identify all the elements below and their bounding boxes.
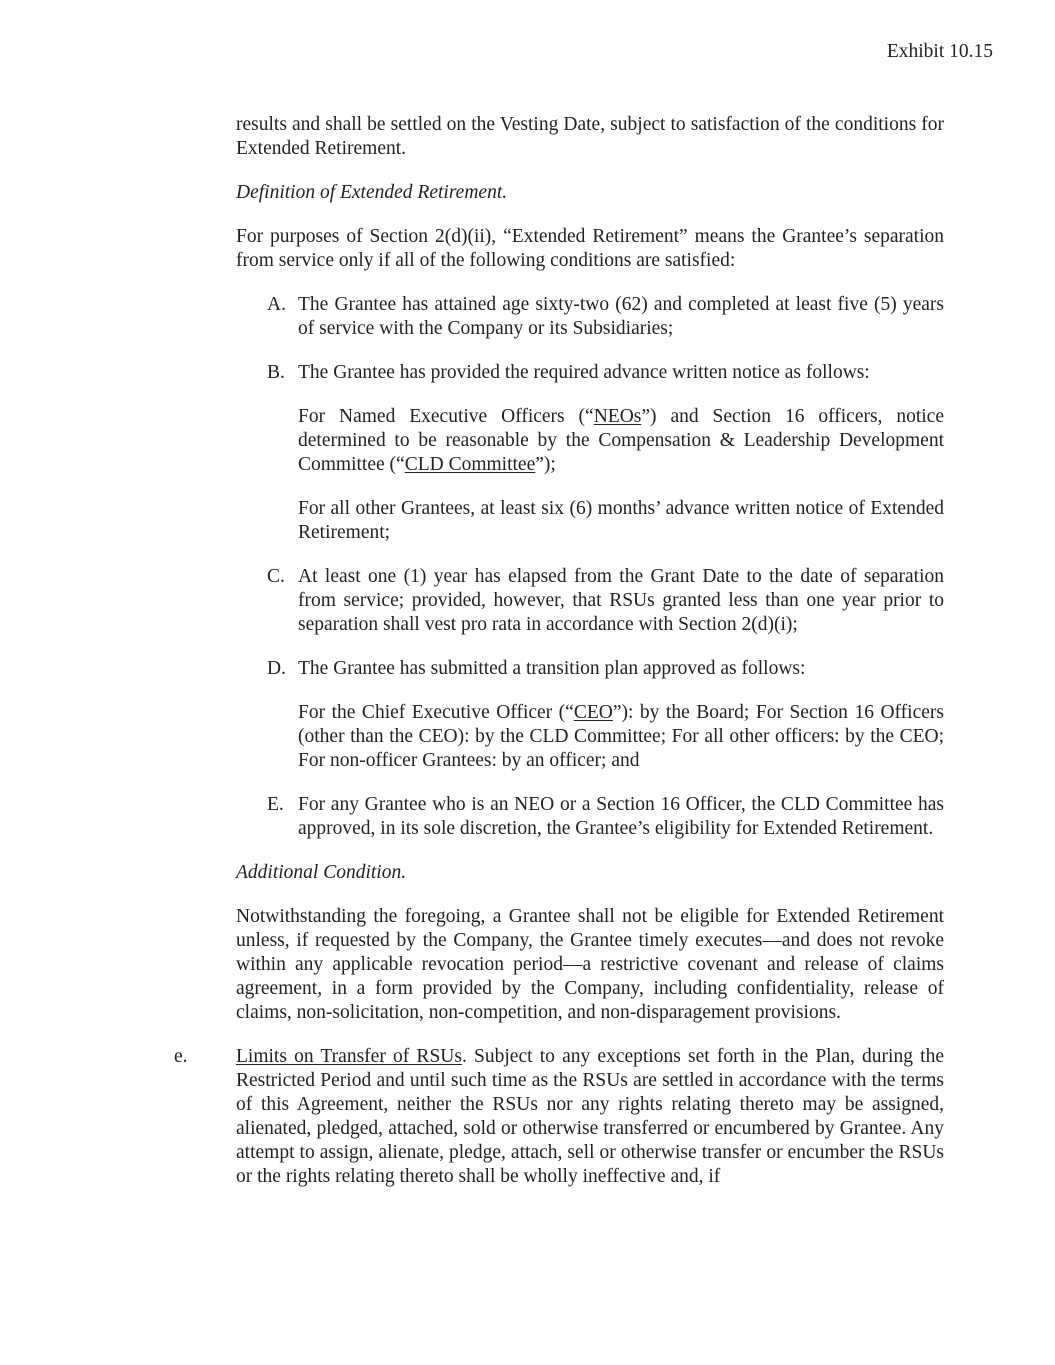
condition-marker: A. xyxy=(267,294,286,315)
condition-d xyxy=(236,657,944,773)
condition-marker: C. xyxy=(267,566,285,587)
condition-c xyxy=(236,565,944,637)
section-e-text: . Subject to any exceptions set forth in the Plan, during the Restricted Period and until such time as the RSUs are settled in accordance with the terms of this Agreement, neither the RSUs nor any rights relating thereto may be assigned, alienated, pledged, attached, sold or otherwise transferred or encumbered by Grantee. Any attempt to assign, alienate, pledge, attach, sell or otherwise transfer or encumber the RSUs or the rights relating thereto shall be wholly ineffective and, if xyxy=(236,1046,944,1187)
condition-text: The Grantee has attained age sixty-two (62) and completed at least five (5) years of service with the Company or its Subsidiaries; xyxy=(298,294,944,339)
cld-committee-defined-term: CLD Committee xyxy=(404,454,536,475)
definition-paragraph: For purposes of Section 2(d)(ii), “Extended Retirement” means the Grantee’s separation from service only if all of the following conditions are satisfied: xyxy=(236,226,944,271)
exhibit-number: Exhibit 10.15 xyxy=(886,41,993,62)
section-e-paragraph xyxy=(236,1045,944,1189)
condition-b xyxy=(236,361,944,545)
condition-marker: D. xyxy=(267,658,286,679)
additional-condition-paragraph: Notwithstanding the foregoing, a Grantee shall not be eligible for Extended Retirement unless, if requested by the Company, the Grantee timely executes—and does not revoke within any applicable revocation period—a restrictive covenant and release of claims agreement, in a form provided by the Company, including confidentiality, release of claims, non-solicitation, non-competition, and non-disparagement provisions. xyxy=(236,906,944,1023)
section-e-title: Limits on Transfer of RSUs xyxy=(236,1046,462,1067)
condition-text: The Grantee has provided the required advance written notice as follows: xyxy=(298,362,870,383)
condition-e xyxy=(236,793,944,841)
ceo-defined-term: CEO xyxy=(573,702,613,723)
condition-text: For any Grantee who is an NEO or a Section 16 Officer, the CLD Committee has approved, in its sole discretion, the Grantee’s eligibility for Extended Retirement. xyxy=(298,794,944,839)
document-body xyxy=(174,113,944,1209)
section-marker: e. xyxy=(174,1046,188,1067)
section-e xyxy=(174,1045,944,1189)
condition-marker: E. xyxy=(267,794,284,815)
neo-notice-paragraph: For Named Executive Officers (“NEOs”) and Section 16 officers, notice determined to be reasonable by the Compensation & Leadership Development Committee (“CLD Committee”); xyxy=(298,406,944,475)
condition-text: The Grantee has submitted a transition plan approved as follows: xyxy=(298,658,806,679)
condition-a xyxy=(236,293,944,341)
intro-paragraph: results and shall be settled on the Vesting Date, subject to satisfaction of the conditions for Extended Retirement. xyxy=(236,114,944,159)
condition-text: At least one (1) year has elapsed from the Grant Date to the date of separation from service; provided, however, that RSUs granted less than one year prior to separation shall vest pro rata in accordance with Section 2(d)(i); xyxy=(298,566,944,635)
additional-condition-heading: Additional Condition. xyxy=(236,862,407,883)
neos-defined-term: NEOs xyxy=(593,406,642,427)
definition-heading: Definition of Extended Retirement. xyxy=(236,182,508,203)
transition-approval-paragraph: For the Chief Executive Officer (“CEO”): by the Board; For Section 16 Officers (other than the CEO): by the CLD Committee; For all other officers: by the CEO; For non-officer Grantees: by an officer; and xyxy=(298,702,944,771)
other-grantees-notice-paragraph: For all other Grantees, at least six (6) months’ advance written notice of Extended Retirement; xyxy=(298,498,944,543)
condition-marker: B. xyxy=(267,362,285,383)
